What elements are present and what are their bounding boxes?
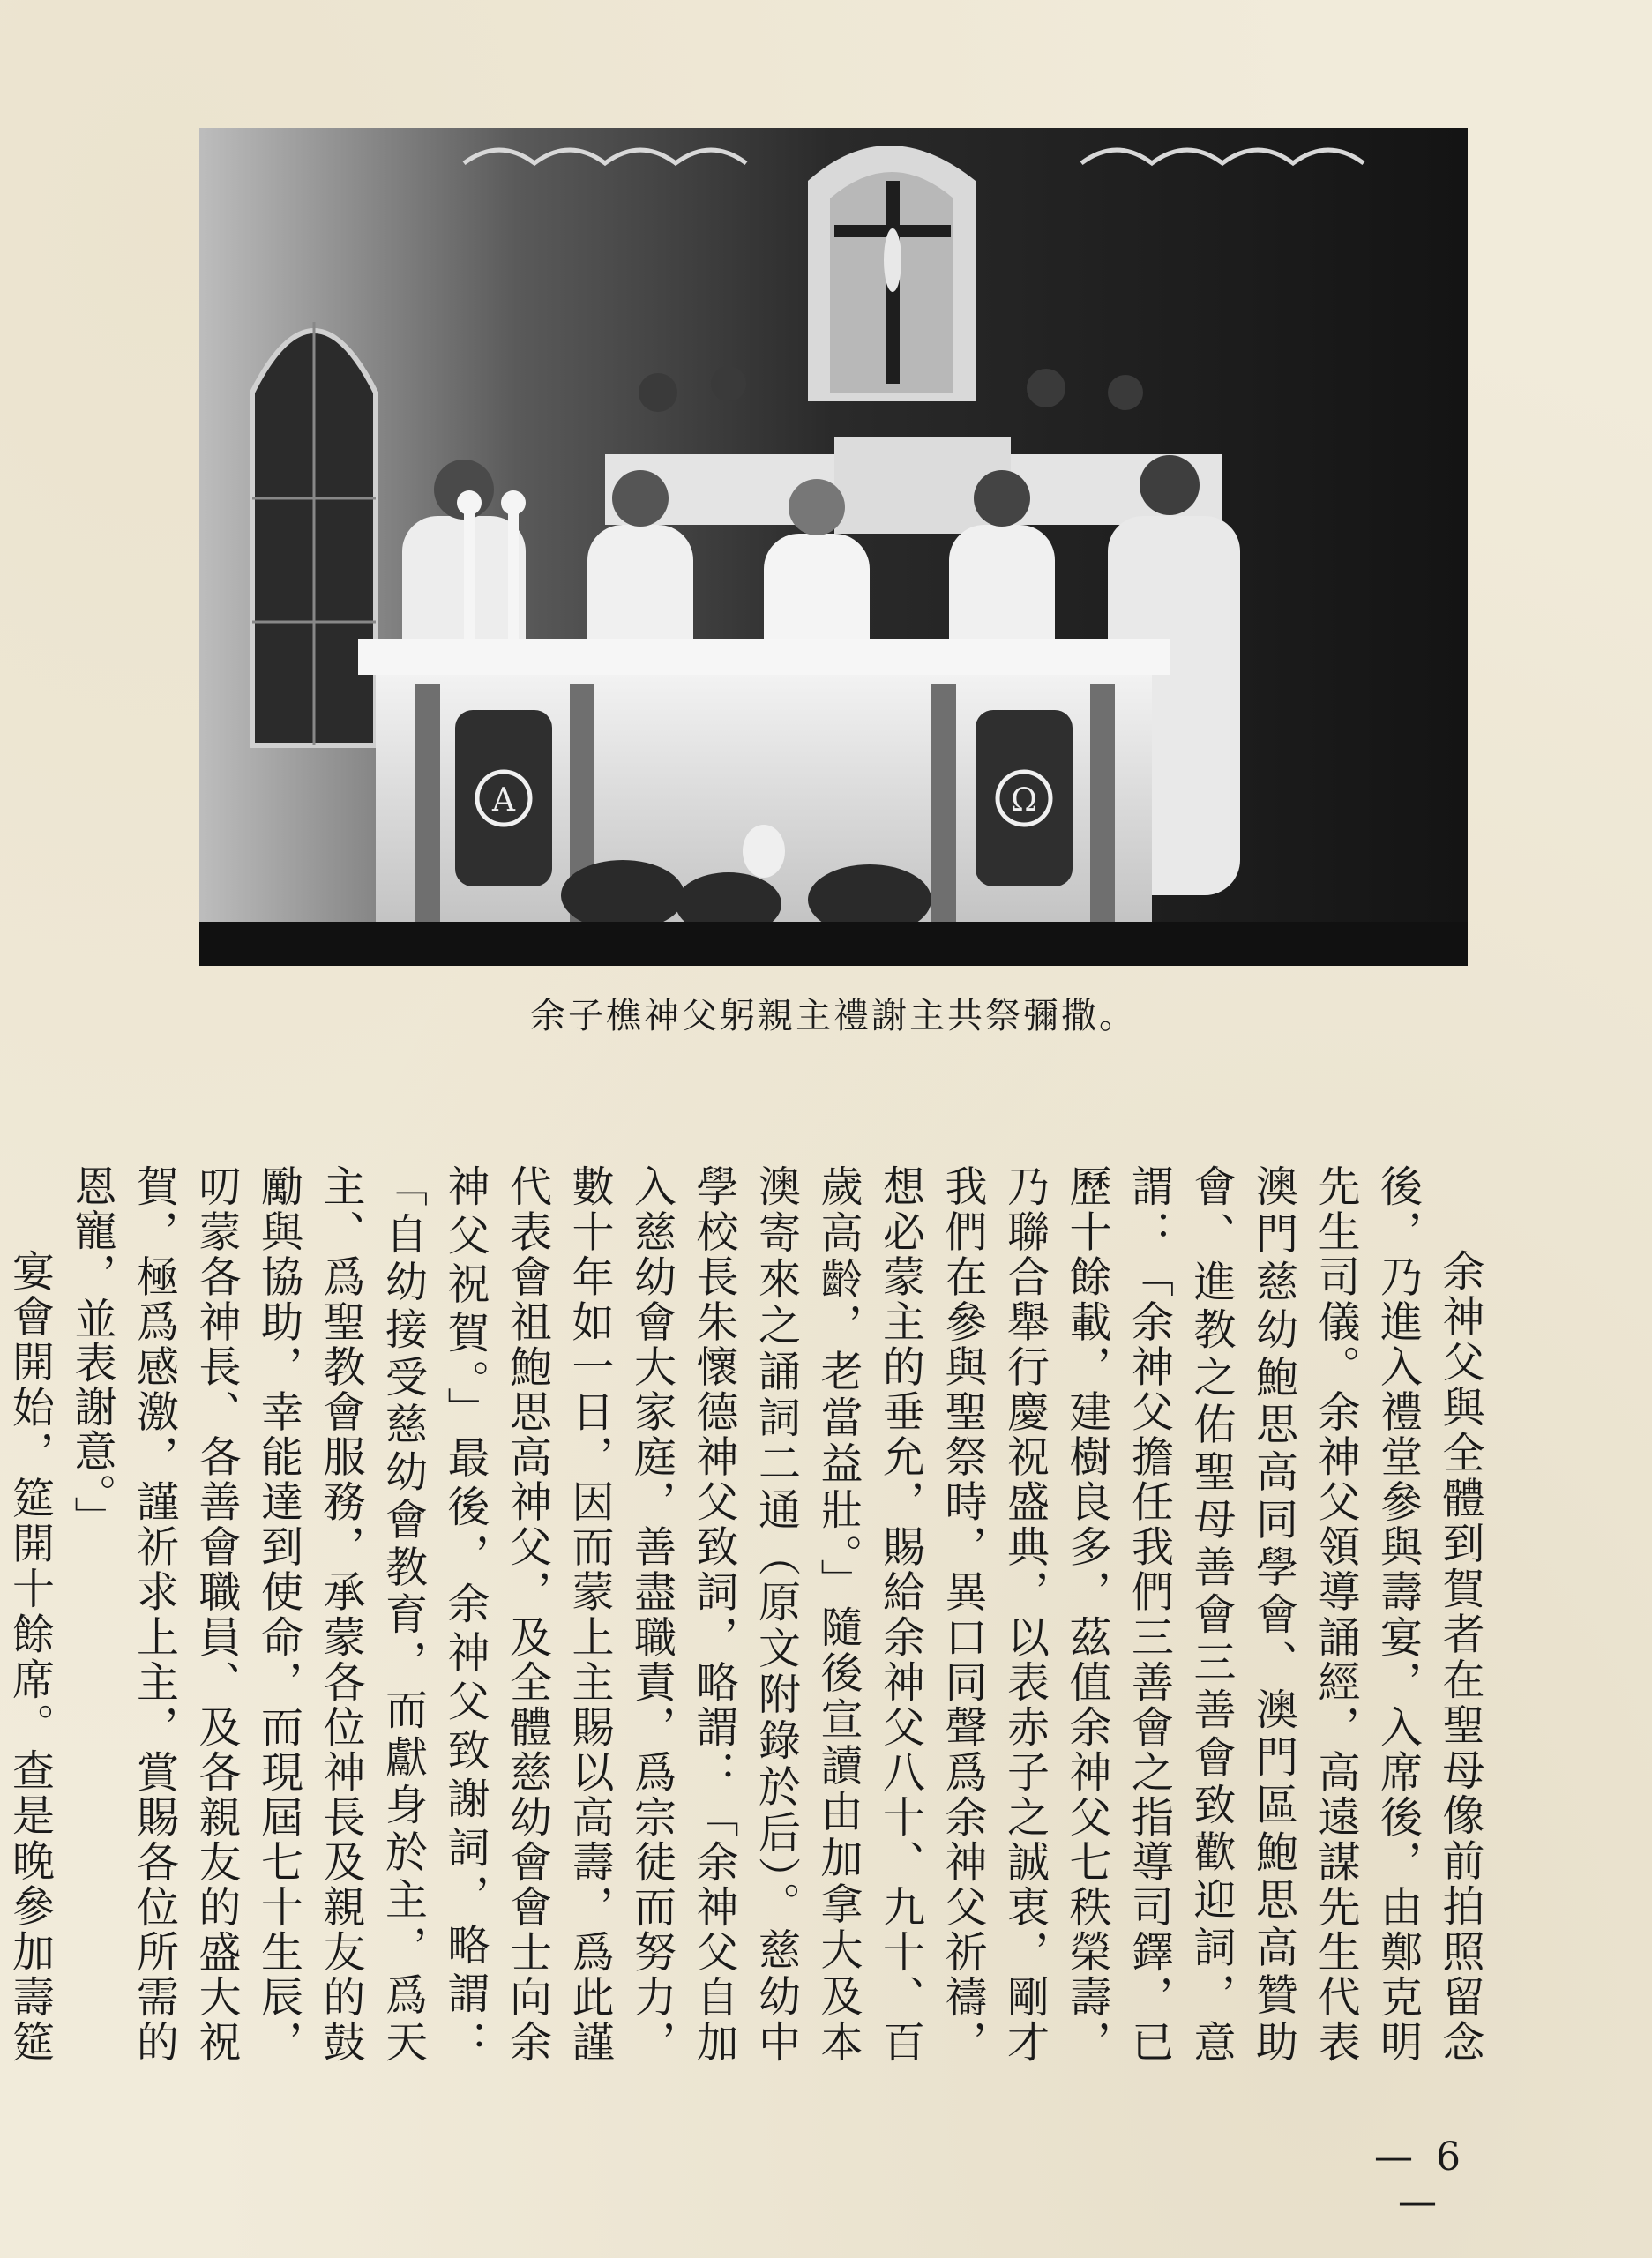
paragraph: 宴會開始，筵開十餘席。查是晚參加壽筵	[4, 1249, 55, 2064]
photo-caption: 余子樵神父躬親主禮謝主共祭彌撒。	[530, 996, 1137, 1036]
alpha-symbol: A	[492, 782, 515, 819]
altar-photo	[199, 128, 1468, 966]
article-text	[4, 1164, 1491, 2064]
page-number: — 6 —	[1374, 2135, 1466, 2224]
altar-photo-illustration	[199, 128, 1468, 966]
paragraph: 余神父與全體到賀者在聖母像前拍照留念後，乃進入禮堂參與壽宴，入席後，由鄭克明先生司儀。余神父領導誦經，高遠謀先生代表澳門慈幼鮑思高同學會、澳門區鮑思高贊助會、進教之佑聖母善會三善會致歡迎詞，意謂：「余神父擔任我們三善會之指導司鐸，已歷十餘載，建樹良多，茲值余神父七秩榮壽，乃聯合舉行慶祝盛典，以表赤子之誠衷，剛才我們在參與聖祭時，異口同聲爲余神父祈禱，想必蒙主的垂允，賜給余神父八十、九十、百歲高齡，老當益壯。」隨後宣讀由加拿大及本澳寄來之誦詞二通（原文附錄於后）。慈幼中學校長朱懷德神父致詞，略謂：「余神父自加入慈幼會大家庭，善盡職責，爲宗徒而努力，數十年如一日，因而蒙上主賜以高壽，爲此謹代表會祖鮑思高神父，及全體慈幼會會士向余神父祝賀。」最後，余神父致謝詞，略謂：「自幼接受慈幼會教育，而獻身於主，爲天主、爲聖教會服務，承蒙各位神長及親友的鼓勵與協助，幸能達到使命，而現屆七十生辰，叨蒙各神長、各善會職員、及各親友的盛大祝賀，極爲感激，謹祈求上主，賞賜各位所需的恩寵，並表謝意。」	[67, 1164, 1484, 2064]
omega-symbol: Ω	[1011, 782, 1037, 819]
